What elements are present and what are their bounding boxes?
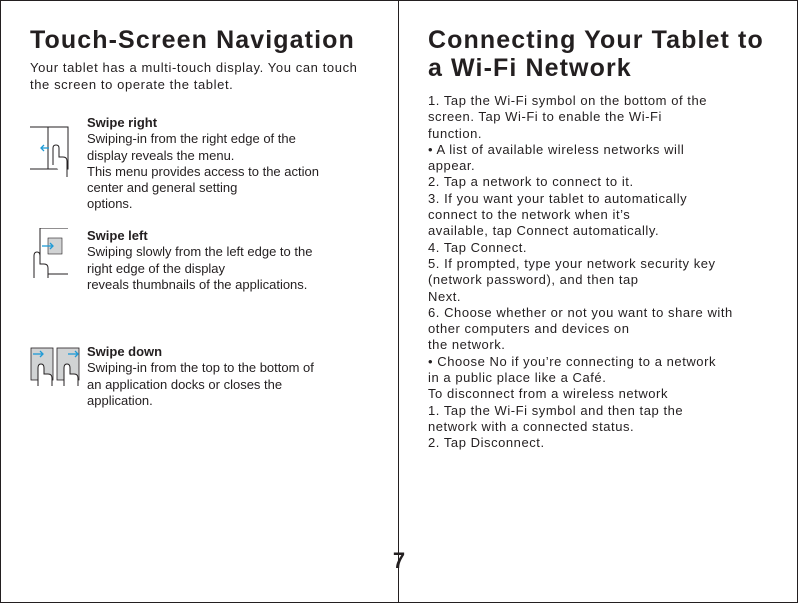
step-line: 5. If prompted, type your network security key — [428, 255, 716, 271]
gesture-text-line: an application docks or closes the — [87, 376, 283, 392]
gesture-text-line: Swiping slowly from the left edge to the — [87, 244, 313, 260]
gesture-text-line: center and general setting — [87, 180, 238, 196]
gesture-text-line: options. — [87, 196, 133, 212]
gesture-text-line: right edge of the display — [87, 260, 226, 276]
step-line: 3. If you want your tablet to automatically — [428, 190, 688, 206]
gesture-text-line: reveals thumbnails of the applications. — [87, 276, 308, 292]
step-line: in a public place like a Café. — [428, 370, 607, 386]
right-heading-line2: a Wi-Fi Network — [428, 54, 632, 82]
step-line: • A list of available wireless networks will — [428, 141, 685, 157]
gesture-text-line: application. — [87, 392, 153, 408]
step-line: 2. Tap Disconnect. — [428, 435, 545, 451]
step-line: function. — [428, 125, 483, 141]
page-number: 7 — [392, 548, 406, 573]
wifi-steps — [428, 93, 773, 452]
gesture-text-line: Swiping-in from the right edge of the — [87, 131, 296, 147]
left-heading: Touch-Screen Navigation — [30, 26, 355, 54]
step-line: 1. Tap the Wi-Fi symbol on the bottom of the — [428, 93, 708, 108]
left-intro: Your tablet has a multi-touch display. You can touch the screen to operate the tablet. — [30, 60, 358, 92]
step-line: the network. — [428, 337, 506, 353]
step-line: 2. Tap a network to connect to it. — [428, 174, 634, 190]
step-line: appear. — [428, 158, 476, 174]
swipe-right-gesture-icon — [30, 115, 80, 177]
swipe-down-gesture-icon — [30, 344, 86, 386]
step-line: available, tap Connect automatically. — [428, 223, 660, 239]
step-line: (network password), and then tap — [428, 272, 639, 288]
gesture-title: Swipe right — [87, 115, 158, 130]
step-line: other computers and devices on — [428, 321, 630, 337]
step-line: To disconnect from a wireless network — [428, 386, 668, 402]
step-line: • Choose No if you’re connecting to a network — [428, 353, 716, 369]
gesture-text-line: Swiping-in from the top to the bottom of — [87, 360, 314, 376]
swipe-left-gesture-icon — [30, 228, 80, 278]
step-line: 1. Tap the Wi-Fi symbol and then tap the — [428, 402, 684, 418]
step-line: connect to the network when it’s — [428, 207, 631, 223]
step-line: Next. — [428, 288, 462, 304]
step-line: screen. Tap Wi-Fi to enable the Wi-Fi — [428, 109, 662, 125]
gesture-title: Swipe left — [87, 228, 148, 243]
gesture-text-line: This menu provides access to the action — [87, 163, 319, 179]
column-divider — [398, 0, 399, 603]
step-line: 4. Tap Connect. — [428, 239, 528, 255]
gesture-title: Swipe down — [87, 344, 163, 359]
step-line: network with a connected status. — [428, 418, 635, 434]
right-heading-line1: Connecting Your Tablet to — [428, 26, 764, 54]
step-line: 6. Choose whether or not you want to share with — [428, 304, 733, 320]
gesture-text-line: display reveals the menu. — [87, 147, 235, 163]
